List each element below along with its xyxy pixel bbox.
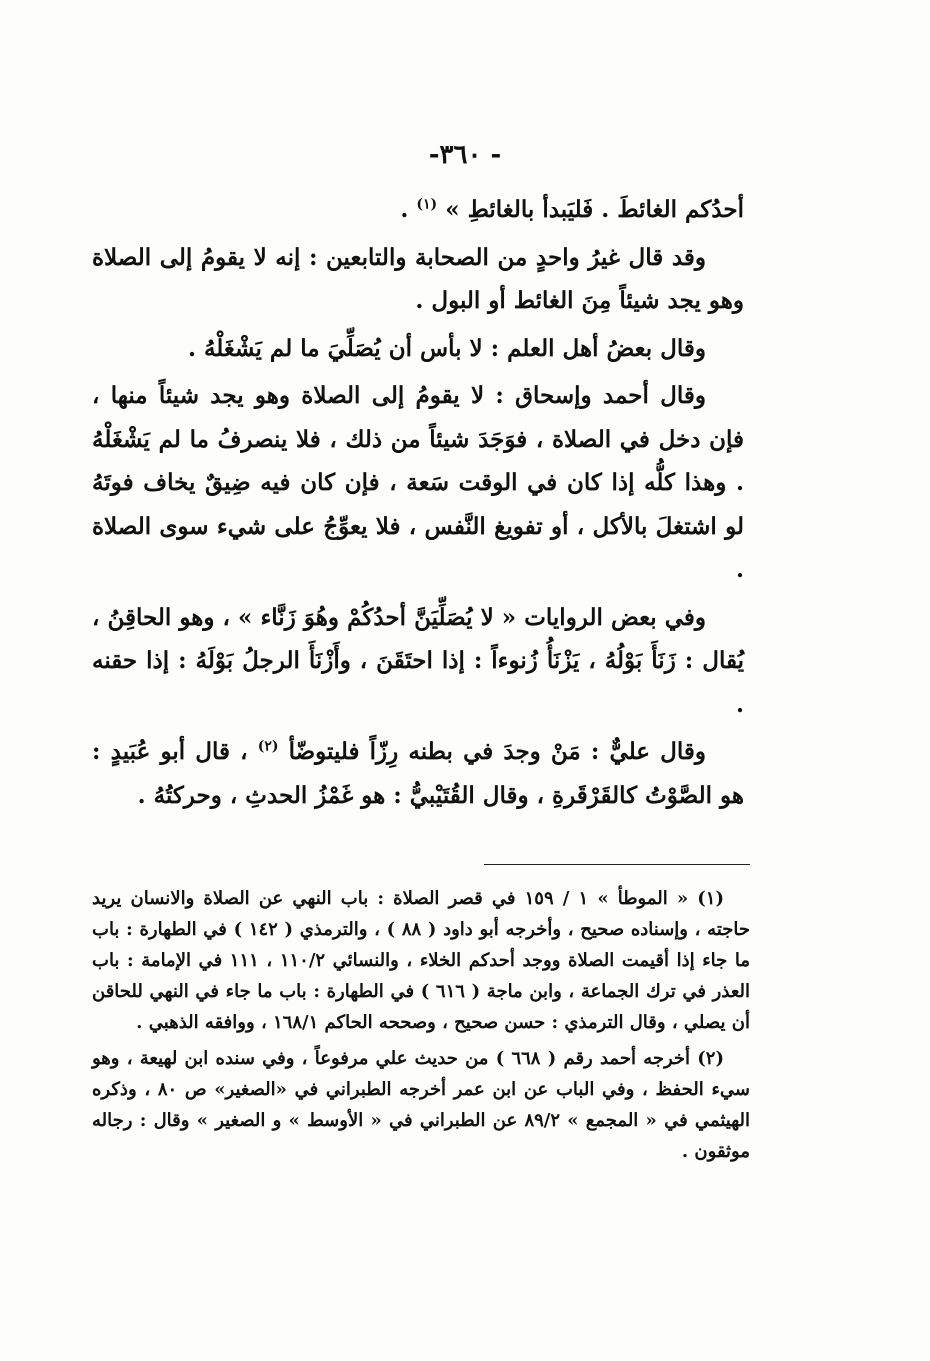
paragraph-text-tail: ، قال أبو عُبَيدٍ : هو الصَّوْتُ كالقَرْقَرةِ ، وقال القُتَيْبيُّ : هو غَمْزُ الحدثِ ، وحركتُهُ . (92, 738, 744, 809)
footnote-marker-1[interactable]: (١) (416, 196, 438, 213)
paragraph-2: وقد قال غيرُ واحدٍ من الصحابة والتابعين : إنه لا يقومُ إلى الصلاة وهو يجد شيئاً مِنَ الغائط أو البول . (92, 243, 744, 314)
main-text (92, 188, 744, 821)
footnotes (92, 883, 750, 1172)
footnote-marker-2[interactable]: (٢) (257, 738, 279, 755)
page-number: -٣٦٠ - (428, 140, 502, 170)
paragraph-6 (92, 730, 744, 817)
footnote-1: (١) « الموطأ » ١ / ١٥٩ في قصر الصلاة : باب النهي عن الصلاة والانسان يريد حاجته ، وإسناده صحيح ، وأخرجه أبو داود ( ٨٨ ) ، والترمذي ( ١٤٢ ) في الطهارة : باب ما جاء إذا أقيمت الصلاة ووجد أحدكم الخلاء ، والنسائي ١١٠/٢ ، ١١١ في الإمامة : باب العذر في ترك الجماعة ، وابن ماجة ( ٦١٦ ) في الطهارة : باب ما جاء في النهي للحاقن أن يصلي ، وقال الترمذي : حسن صحيح ، وصححه الحاكم ١٦٨/١ ، ووافقه الذهبي . (92, 888, 751, 1033)
paragraph-text: أحدُكم الغائطَ . فَليَبدأ بالغائطِ » (445, 196, 744, 223)
footnote-divider (484, 864, 750, 865)
paragraph-text: وقال عليٌّ : مَنْ وجدَ في بطنه رِزّاً فليتوضّأ (288, 738, 706, 765)
paragraph-1 (92, 188, 744, 232)
footnote-2: (٢) أخرجه أحمد رقم ( ٦٦٨ ) من حديث علي مرفوعاً ، وفي سنده ابن لهيعة ، وهو سيء الحفظ ، وفي الباب عن ابن عمر أخرجه الطبراني في «الصغير» ص ٨٠ ، وذكره الهيثمي في « المجمع » ٨٩/٢ عن الطبراني في « الأوسط » و الصغير » وقال : رجاله موثقون . (92, 1048, 750, 1162)
paragraph-5: وفي بعض الروايات « لا يُصَلِّيَنَّ أحدُكُمْ وهُوَ زَنَّاء » ، وهو الحاقِنُ ، يُقال : زَنَأَ بَوْلُهُ ، يَزْنَأُ زُنوءاً : إذا احتَقَنَ ، وأَزْنَأَ الرجلُ بَوْلَهُ : إذا حقنه . (92, 603, 744, 718)
paragraph-text-tail: . (400, 196, 417, 223)
paragraph-4: وقال أحمد وإسحاق : لا يقومُ إلى الصلاة وهو يجد شيئاً منها ، فإن دخل في الصلاة ، فوَجَدَ شيئاً من ذلك ، فلا ينصرفُ ما لم يَشْغَلْهُ . وهذا كلُّه إذا كان في الوقت سَعة ، فإن كان فيه ضِيقٌ يخاف فوتَهُ لو اشتغلَ بالأكل ، أو تفويغ النَّفس ، فلا يعوِّجُ على شيء سوى الصلاة . (92, 382, 744, 583)
paragraph-3: وقال بعضُ أهل العلم : لا بأس أن يُصَلِّيَ ما لم يَشْغَلْهُ . (187, 334, 706, 362)
